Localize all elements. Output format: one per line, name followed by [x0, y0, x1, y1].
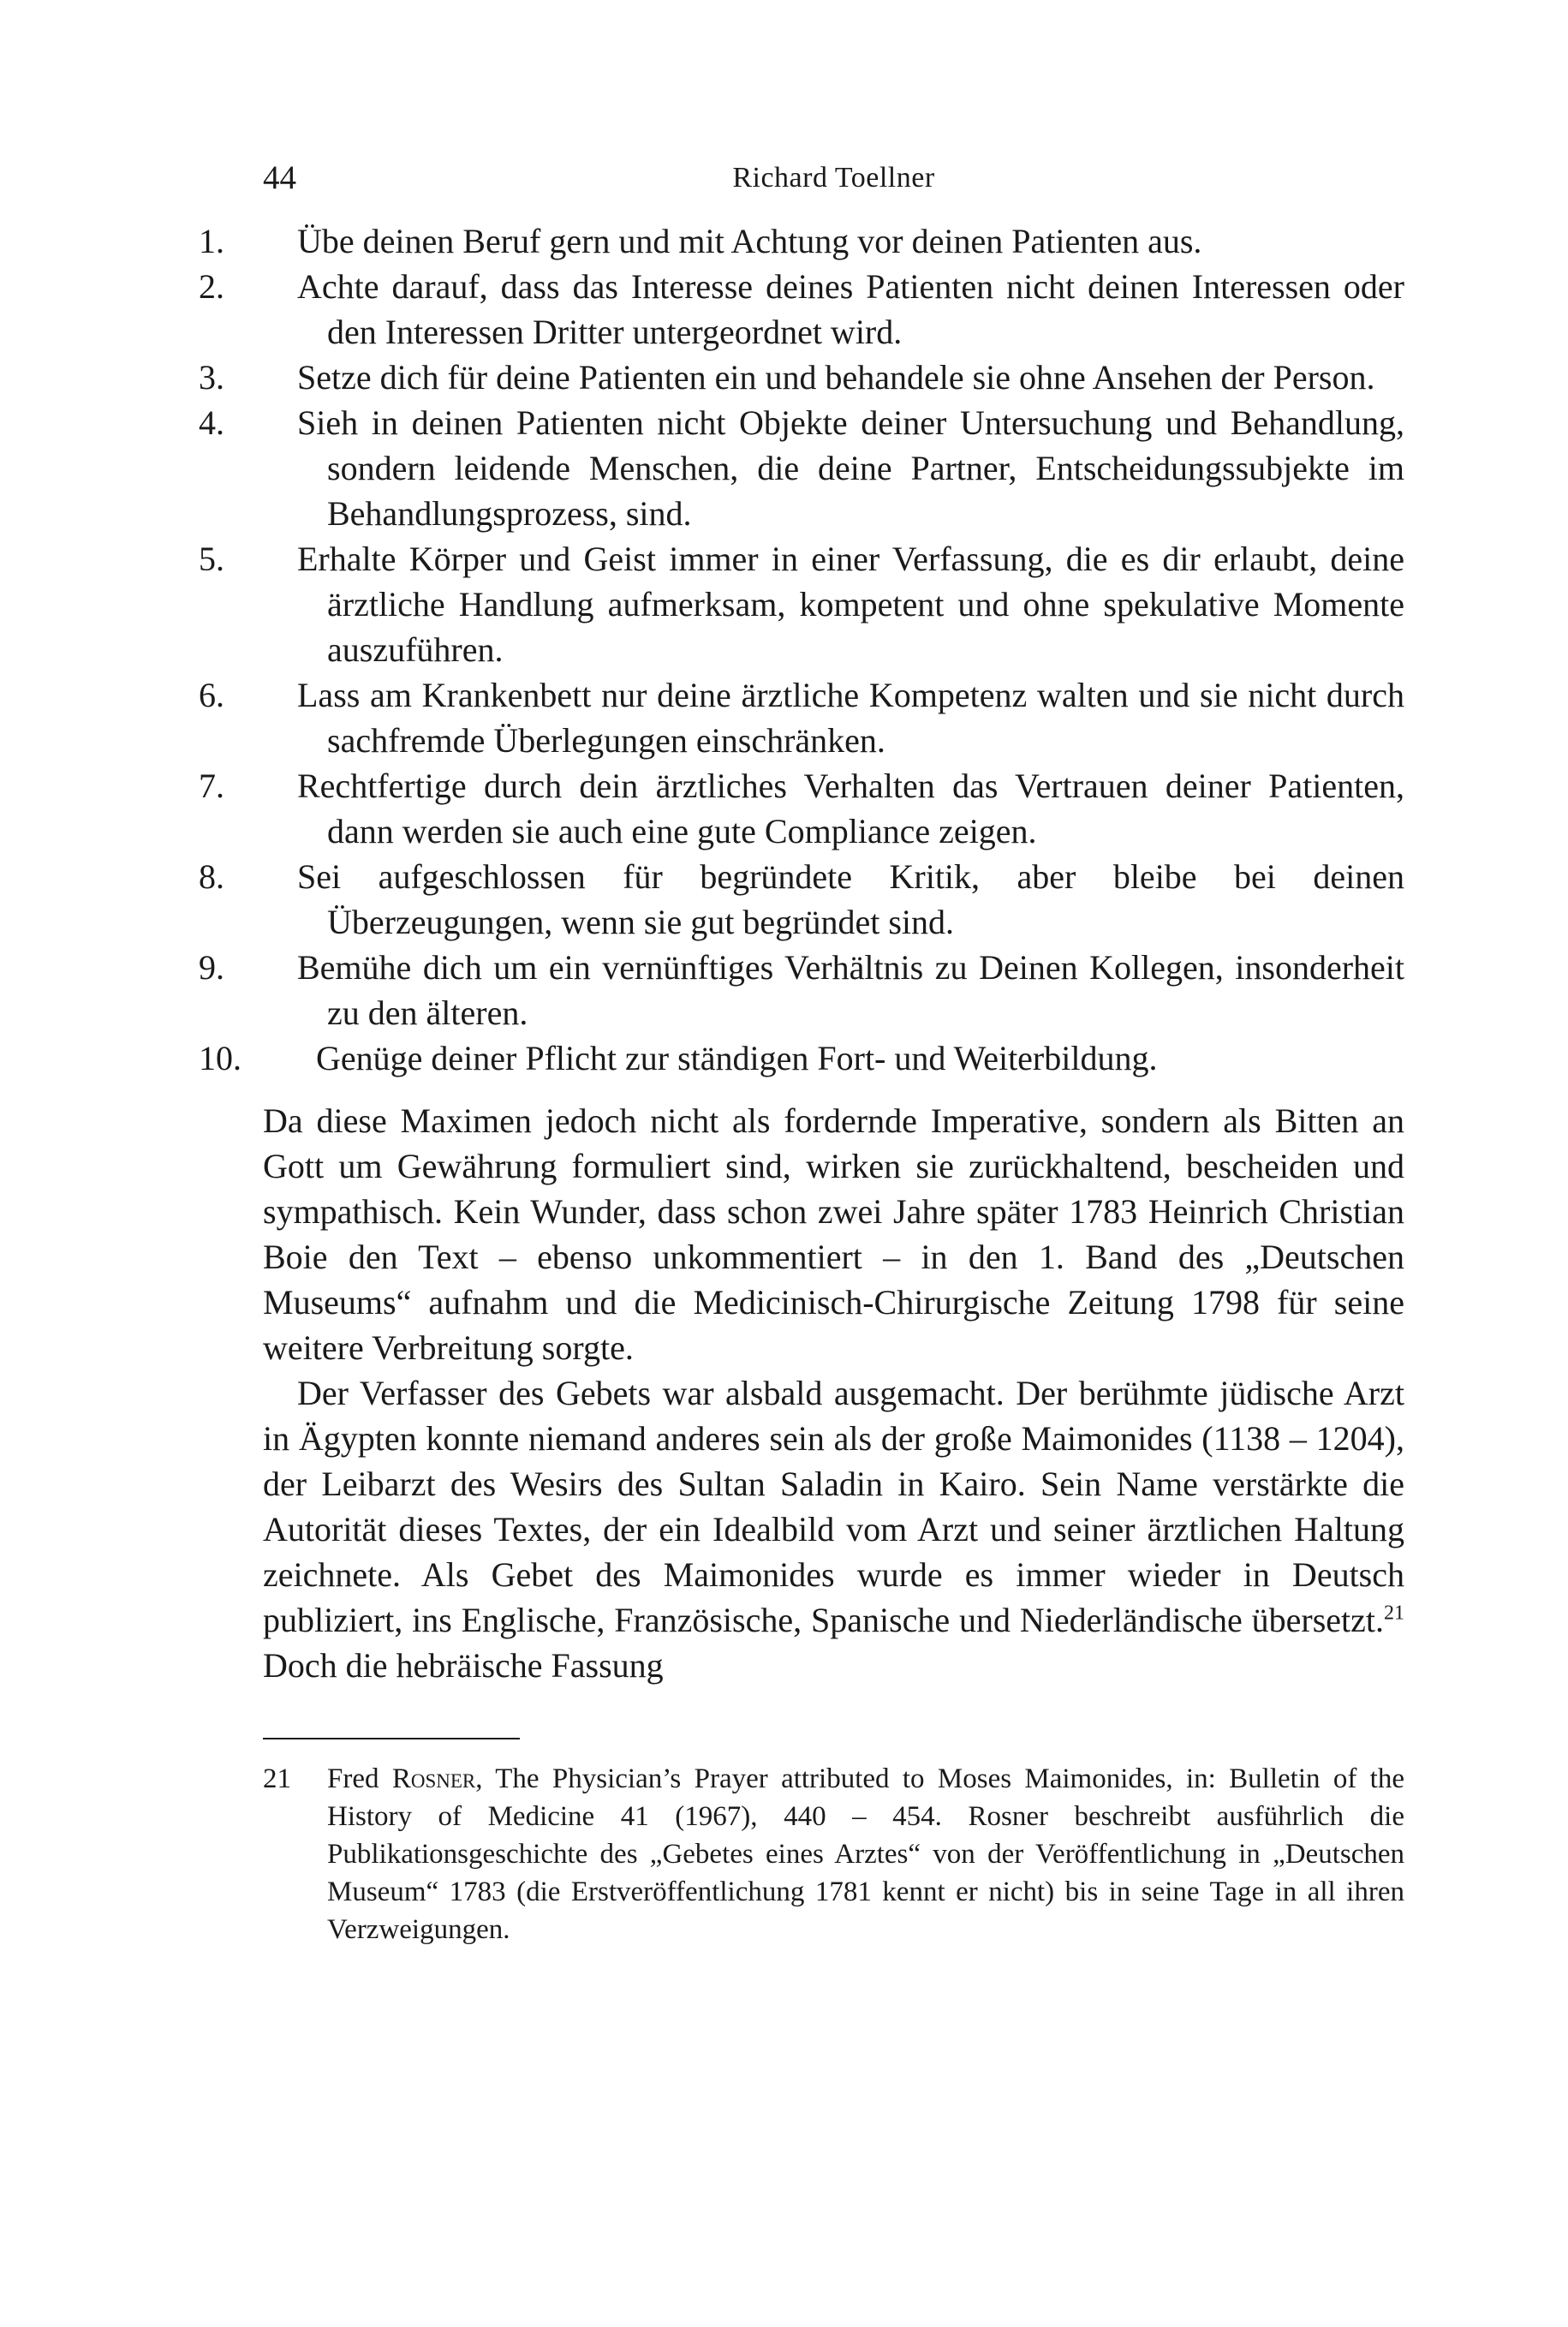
- list-item-text: Sei aufgeschlossen für begründete Kritik, aber bleibe bei deinen Überzeugungen, wenn sie gut begründet sind.: [297, 857, 1404, 941]
- footnote: [263, 1760, 1404, 1948]
- list-item: 9. Bemühe dich um ein vernünftiges Verhältnis zu Deinen Kollegen, insonderheit zu den älteren.: [199, 948, 1404, 1032]
- list-item: 6. Lass am Krankenbett nur deine ärztliche Kompetenz walten und sie nicht durch sachfremde Überlegungen einschränken.: [199, 676, 1404, 760]
- list-item-text: Rechtfertige durch dein ärztliches Verhalten das Vertrauen deiner Patienten, dann werden sie auch eine gute Compliance zeigen.: [297, 767, 1404, 850]
- footnote-number: 21: [263, 1763, 291, 1794]
- list-item-text: Übe deinen Beruf gern und mit Achtung vor deinen Patienten aus.: [297, 222, 1202, 260]
- list-item: 8. Sei aufgeschlossen für begründete Kritik, aber bleibe bei deinen Überzeugungen, wenn sie gut begründet sind.: [199, 857, 1404, 941]
- list-item: 10. Genüge deiner Pflicht zur ständigen Fort- und Weiterbildung.: [199, 1039, 1158, 1077]
- body-text: [263, 1098, 1404, 1688]
- list-item: 3. Setze dich für deine Patienten ein und behandele sie ohne Ansehen der Person.: [199, 358, 1375, 397]
- list-item-text: Sieh in deinen Patienten nicht Objekte deiner Untersuchung und Behandlung, sondern leidende Menschen, die deine Partner, Entscheidungssubjekte im Behandlungsprozess, sind.: [297, 403, 1404, 533]
- footnote-author-last: Rosner: [391, 1763, 476, 1794]
- list-item-text: Erhalte Körper und Geist immer in einer Verfassung, die es dir erlaubt, deine ärztliche Handlung aufmerksam, kompetent und ohne spekulative Momente auszuführen.: [297, 540, 1404, 669]
- list-item-text: Achte darauf, dass das Interesse deines Patienten nicht deinen Interessen oder den Interessen Dritter untergeordnet wird.: [297, 267, 1404, 351]
- list-item-text: Setze dich für deine Patienten ein und behandele sie ohne Ansehen der Person.: [297, 358, 1375, 397]
- list-item: 2. Achte darauf, dass das Interesse deines Patienten nicht deinen Interessen oder den Interessen Dritter untergeordnet wird.: [199, 267, 1404, 351]
- page-header: [263, 158, 1404, 218]
- paragraph-2-tail: Doch die hebräische Fassung: [263, 1646, 664, 1685]
- running-head: Richard Toellner: [732, 162, 935, 194]
- list-item: 1. Übe deinen Beruf gern und mit Achtung vor deinen Patienten aus.: [199, 222, 1202, 260]
- page-number: 44: [263, 159, 296, 196]
- paragraph-2: [263, 1370, 1404, 1688]
- paragraph-1: Da diese Maximen jedoch nicht als fordernde Imperative, sondern als Bitten an Gott um Gewährung formuliert sind, wirken sie zurückhaltend, bescheiden und sympathisch. Kein Wunder, dass schon zwei Jahre später 1783 Heinrich Christian Boie den Text – ebenso unkommentiert – in den 1. Band des „Deutschen Museums“ aufnahm und die Medicinisch-Chirurgische Zeitung 1798 für seine weitere Verbreitung sorgte.: [263, 1101, 1404, 1367]
- footnote-divider: [263, 1738, 520, 1739]
- list-item-text: Genüge deiner Pflicht zur ständigen Fort- und Weiterbildung.: [316, 1039, 1158, 1077]
- footnote-author-first: Fred: [327, 1763, 392, 1794]
- list-item: 4. Sieh in deinen Patienten nicht Objekte deiner Untersuchung und Behandlung, sondern leidende Menschen, die deine Partner, Entscheidungssubjekte im Behandlungsprozess, sind.: [199, 403, 1404, 533]
- list-item: 7. Rechtfertige durch dein ärztliches Verhalten das Vertrauen deiner Patienten, dann werden sie auch eine gute Compliance zeigen.: [199, 767, 1404, 850]
- footnote-reference[interactable]: 21: [1384, 1602, 1404, 1625]
- book-page: [199, 158, 1404, 1948]
- list-item: 5. Erhalte Körper und Geist immer in einer Verfassung, die es dir erlaubt, deine ärztliche Handlung aufmerksam, kompetent und ohne spekulative Momente auszuführen.: [199, 540, 1404, 669]
- list-item-text: Lass am Krankenbett nur deine ärztliche Kompetenz walten und sie nicht durch sachfremde Überlegungen einschränken.: [297, 676, 1404, 760]
- list-item-text: Bemühe dich um ein vernünftiges Verhältnis zu Deinen Kollegen, insonderheit zu den älteren.: [297, 948, 1404, 1032]
- maxims-list: [199, 218, 1404, 1081]
- footnote-text: , The Physician’s Prayer attributed to Moses Maimonides, in: Bulletin of the History of Medicine 41 (1967), 440 – 454. Rosner beschreibt ausführlich die Publikationsgeschichte des „Gebetes eines Arztes“ von der Veröffentlichung in „Deutschen Museum“ 1783 (die Erstveröffentlichung 1781 kennt er nicht) bis in seine Tage in all ihren Verzweigungen.: [327, 1763, 1404, 1945]
- paragraph-2-text: Der Verfasser des Gebets war alsbald ausgemacht. Der berühmte jüdische Arzt in Ägypten konnte niemand anderes sein als der große Maimonides (1138 – 1204), der Leibarzt des Wesirs des Sultan Saladin in Kairo. Sein Name verstärkte die Autorität dieses Textes, der ein Idealbild vom Arzt und seiner ärztlichen Haltung zeichnete. Als Gebet des Maimonides wurde es immer wieder in Deutsch publiziert, ins Englische, Französische, Spanische und Niederländische übersetzt.: [263, 1374, 1404, 1639]
